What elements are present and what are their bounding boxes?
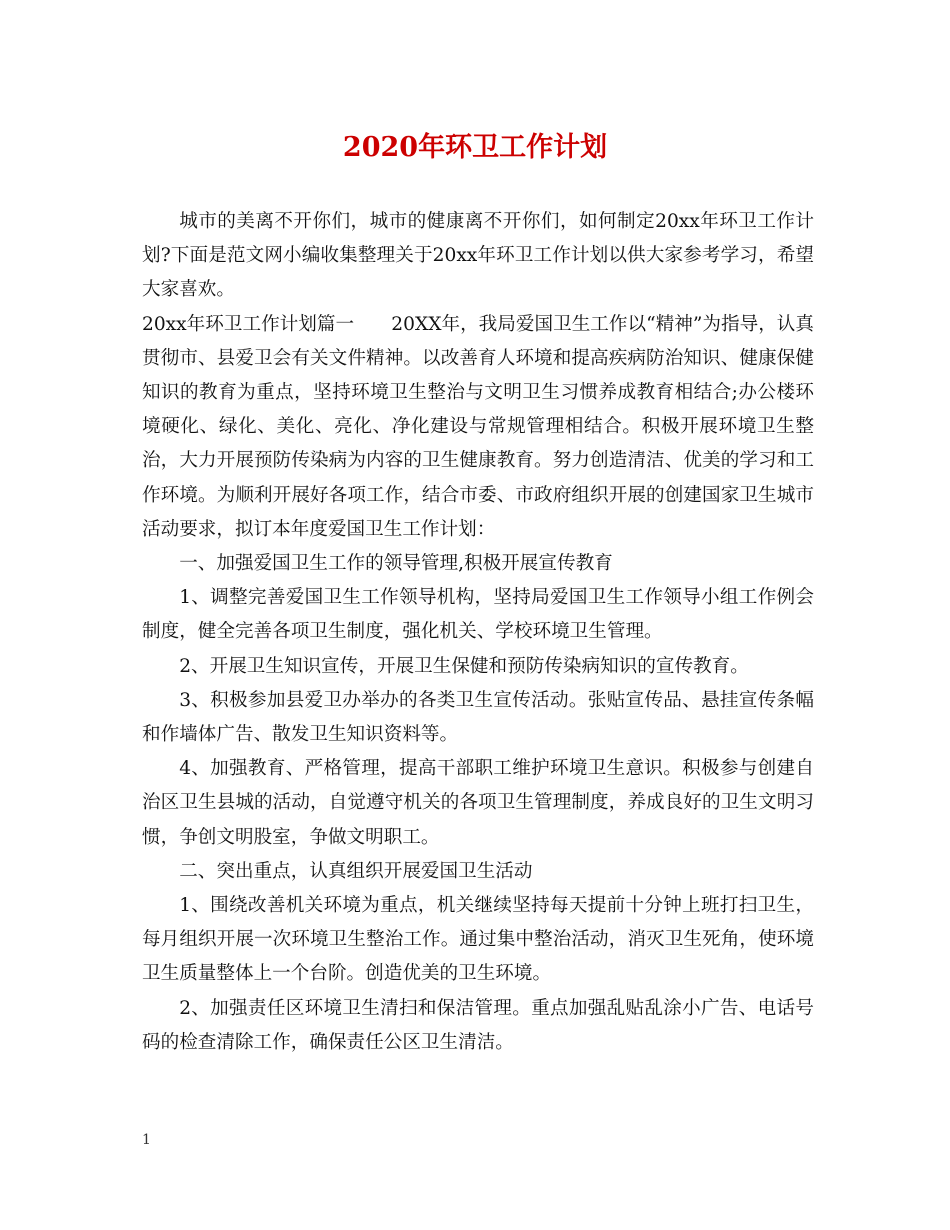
intro-paragraph: 城市的美离不开你们，城市的健康离不开你们，如何制定20xx年环卫工作计划?下面是范文网小编收集整理关于20xx年环卫工作计划以供大家参考学习，希望大家喜欢。 [142, 211, 814, 301]
list-item: 3、积极参加县爱卫办举办的各类卫生宣传活动。张贴宣传品、悬挂宣传条幅和作墙体广告、散发卫生知识资料等。 [142, 689, 814, 746]
section-heading-two: 二、突出重点，认真组织开展爱国卫生活动 [179, 860, 533, 882]
document-body [142, 205, 814, 1060]
page-title: 2020年环卫工作计划 [342, 132, 608, 163]
list-item: 2、开展卫生知识宣传，开展卫生保健和预防传染病知识的宣传教育。 [179, 655, 749, 677]
list-item: 1、围绕改善机关环境为重点，机关继续坚持每天提前十分钟上班打扫卫生，每月组织开展一次环境卫生整治工作。通过集中整治活动，消灭卫生死角，使环境卫生质量整体上一个台阶。创造优美的卫生环境。 [142, 895, 814, 985]
list-item: 2、加强责任区环境卫生清扫和保洁管理。重点加强乱贴乱涂小广告、电话号码的检查清除工作，确保责任公区卫生清洁。 [142, 997, 814, 1053]
plan-intro-paragraph: 20xx年环卫工作计划篇一 20XX年，我局爱国卫生工作以“精神”为指导，认真贯彻市、县爱卫会有关文件精神。以改善育人环境和提高疾病防治知识、健康保健知识的教育为重点，坚持环境卫生整治与文明卫生习惯养成教育相结合;办公楼环境硬化、绿化、美化、亮化、净化建设与常规管理相结合。积极开展环境卫生整治，大力开展预防传染病为内容的卫生健康教育。努力创造清洁、优美的学习和工作环境。为顺利开展好各项工作，结合市委、市政府组织开展的创建国家卫生城市活动要求，拟订本年度爱国卫生工作计划： [142, 313, 814, 540]
page-number: 1 [142, 1132, 151, 1148]
list-item: 1、调整完善爱国卫生工作领导机构，坚持局爱国卫生工作领导小组工作例会制度，健全完善各项卫生制度，强化机关、学校环境卫生管理。 [142, 587, 814, 643]
section-heading-one: 一、加强爱国卫生工作的领导管理,积极开展宣传教育 [179, 553, 613, 575]
list-item: 4、加强教育、严格管理，提高干部职工维护环境卫生意识。积极参与创建自治区卫生县城的活动，自觉遵守机关的各项卫生管理制度，养成良好的卫生文明习惯，争创文明股室，争做文明职工。 [142, 758, 814, 848]
